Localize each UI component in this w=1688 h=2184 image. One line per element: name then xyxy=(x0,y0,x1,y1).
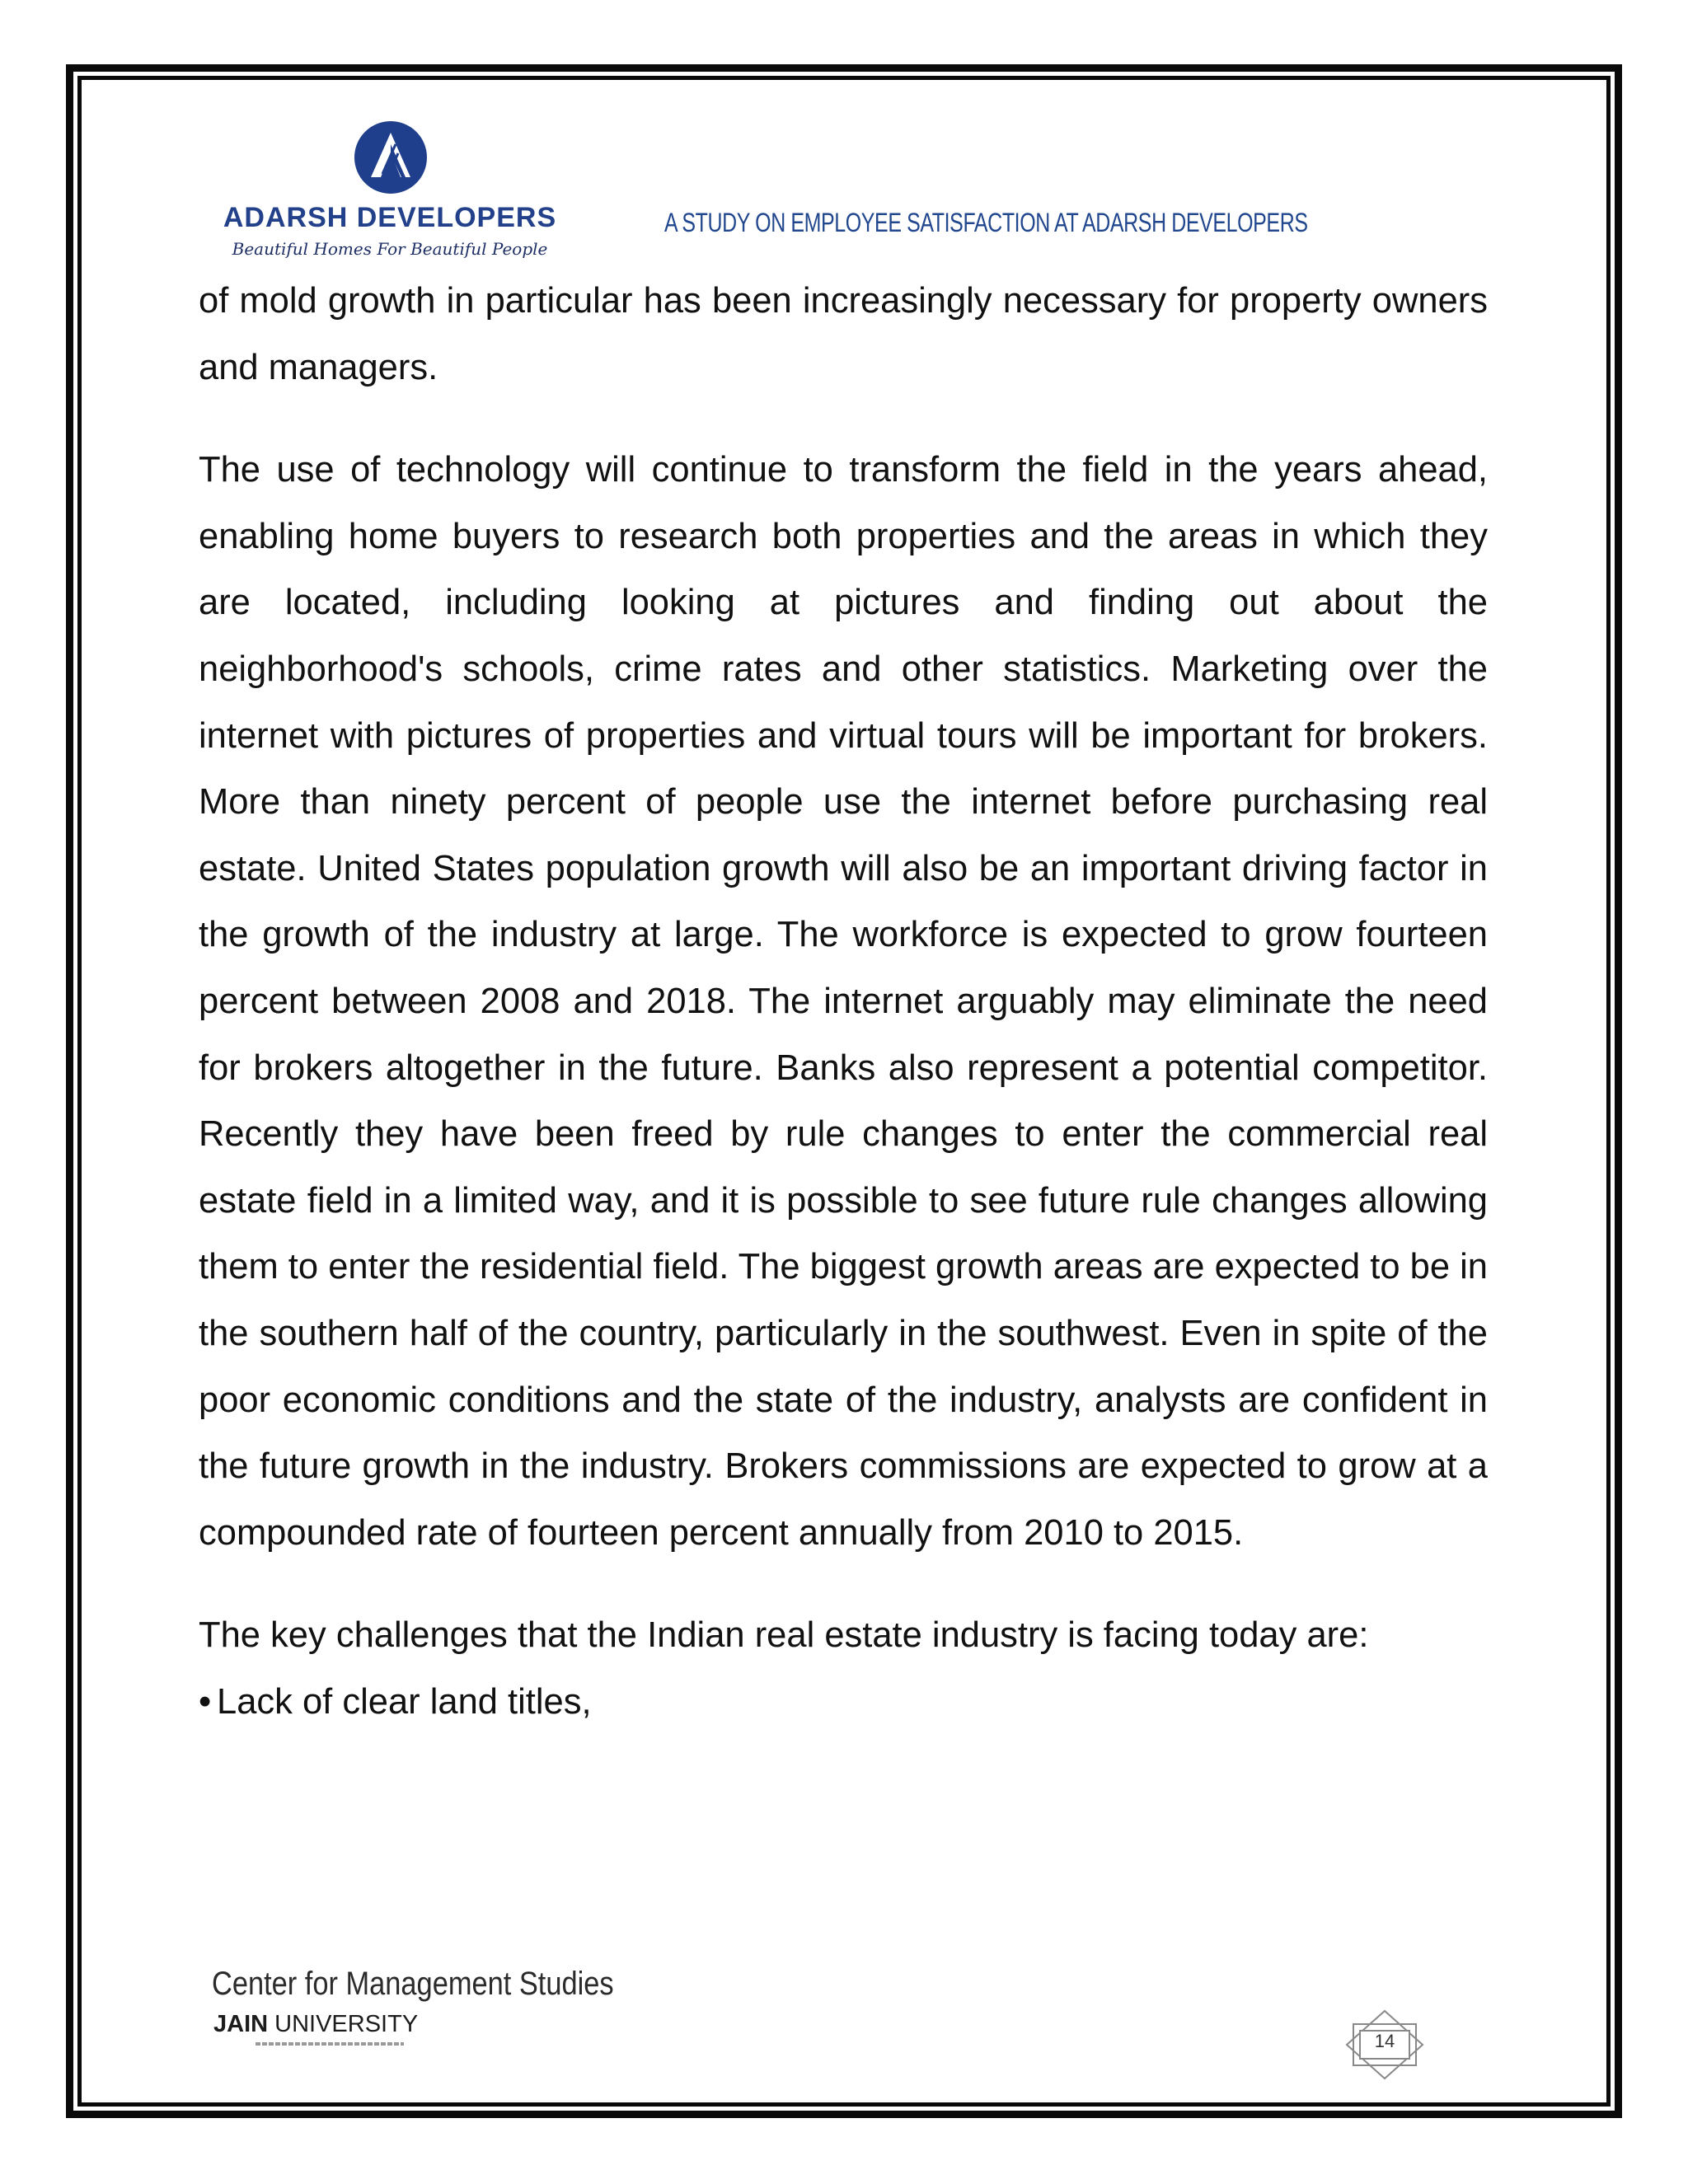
footer-university-rest: UNIVERSITY xyxy=(268,2011,419,2037)
header-study-title: A STUDY ON EMPLOYEE SATISFACTION AT ADARSH DEVELOPERS xyxy=(664,208,1308,237)
page-number: 14 xyxy=(1374,2031,1395,2051)
adarsh-logo-icon xyxy=(353,120,429,195)
bullet-item-text: Lack of clear land titles, xyxy=(217,1681,592,1722)
footer-university-bold: JAIN xyxy=(213,2011,269,2037)
footer-fine-print xyxy=(256,2042,404,2046)
paragraph-3: The key challenges that the Indian real estate industry is facing today are: xyxy=(199,1615,1369,1656)
footer-institution: Center for Management Studies xyxy=(212,1966,614,2002)
bullet-icon: • xyxy=(199,1681,212,1722)
logo-company-name: ADARSH DEVELOPERS xyxy=(223,202,557,233)
page-number-badge xyxy=(1343,2009,1426,2080)
bullet-item xyxy=(199,1669,1488,1735)
body-content xyxy=(199,268,1488,1735)
paragraph-1: of mold growth in particular has been increasingly necessary for property owners and managers. xyxy=(199,281,1488,387)
company-logo xyxy=(221,120,559,268)
footer-university xyxy=(213,2011,418,2038)
paragraph-2: The use of technology will continue to transform the field in the years ahead, enabling home buyers to research both properties and the areas in which they are located, including looking at pictures and finding out about the neighborhood's schools, crime rates and other statistics. Marketing over the internet with pictures of properties and virtual tours will be important for brokers. More than ninety percent of people use the internet before purchasing real estate. United States population growth will also be an important driving factor in the growth of the industry at large. The workforce is expected to grow fourteen percent between 2008 and 2018. The internet arguably may eliminate the need for brokers altogether in the future. Banks also represent a potential competitor. Recently they have been freed by rule changes to enter the commercial real estate field in a limited way, and it is possible to see future rule changes allowing them to enter the residential field. The biggest growth areas are expected to be in the southern half of the country, particularly in the southwest. Even in spite of the poor economic conditions and the state of the industry, analysts are confident in the future growth in the industry. Brokers commissions are expected to grow at a compounded rate of fourteen percent annually from 2010 to 2015. xyxy=(199,450,1488,1553)
logo-tagline: Beautiful Homes For Beautiful People xyxy=(232,239,548,259)
